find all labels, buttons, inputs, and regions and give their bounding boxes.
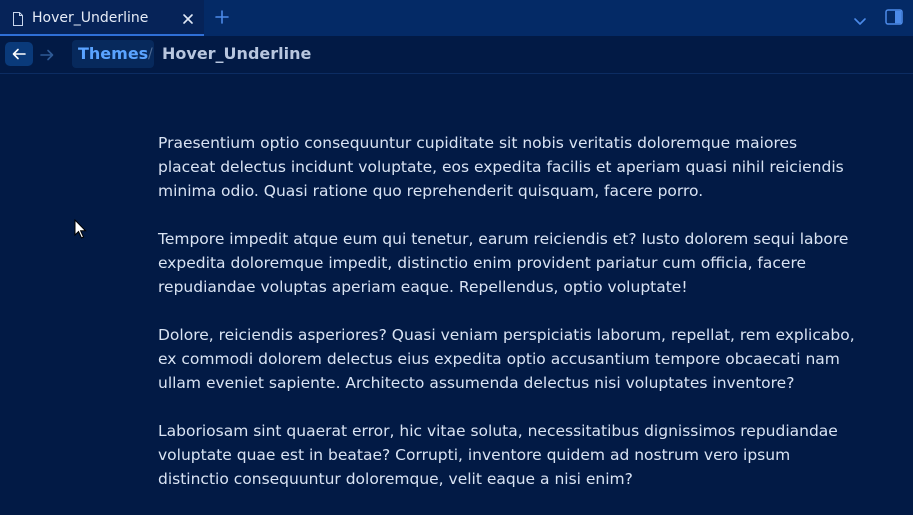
mouse-cursor-icon [74, 219, 88, 239]
arrow-right-icon [39, 48, 55, 62]
tab-hover-underline[interactable] [0, 0, 204, 36]
close-icon[interactable] [181, 11, 195, 25]
breadcrumb-separator: / [148, 46, 153, 62]
tab-title: Hover_Underline [32, 10, 149, 26]
breadcrumb-themes-link[interactable]: Themes [72, 40, 154, 68]
paragraph: Laboriosam sint quaerat error, hic vitae soluta, necessitatibus dignissimos repudiandae voluptate quae est in beatae? Corrupti, inventore quidem ad nostrum vero ipsum distinctio consequuntur doloremque, velit eaque a nisi enim? [158, 422, 838, 488]
paragraph: Dolore, reiciendis asperiores? Quasi veniam perspiciatis laborum, repellat, rem explicabo, ex commodi dolorem delectus eius expedita optio accusantium tempore obcaecati nam ullam eveniet sapiente. Architecto assumenda delectus nisi voluptates inventore? [158, 326, 855, 392]
sidebar-toggle-icon[interactable] [885, 9, 903, 25]
chevron-down-icon[interactable] [853, 12, 867, 22]
forward-button[interactable] [39, 47, 55, 61]
note-content [158, 131, 858, 515]
navigation-bar [0, 36, 913, 74]
paragraph: Praesentium optio consequuntur cupiditate sit nobis veritatis doloremque maiores placeat delectus incidunt voluptate, eos expedita facilis et aperiam quasi nihil reiciendis minima odio. Quasi ratione quo reprehenderit quisquam, facere porro. [158, 134, 844, 200]
file-icon [12, 11, 24, 25]
paragraph: Tempore impedit atque eum qui tenetur, earum reiciendis et? Iusto dolorem sequi labore expedita doloremque impedit, distinctio enim provident pariatur cum officia, facere repudiandae voluptas aperiam eaque. Repellendus, optio voluptate! [158, 230, 849, 296]
new-tab-plus-icon[interactable] [214, 9, 230, 25]
back-button[interactable] [5, 42, 33, 66]
breadcrumb-current: Hover_Underline [162, 44, 312, 63]
arrow-left-icon [12, 48, 26, 60]
tab-bar [0, 0, 913, 36]
